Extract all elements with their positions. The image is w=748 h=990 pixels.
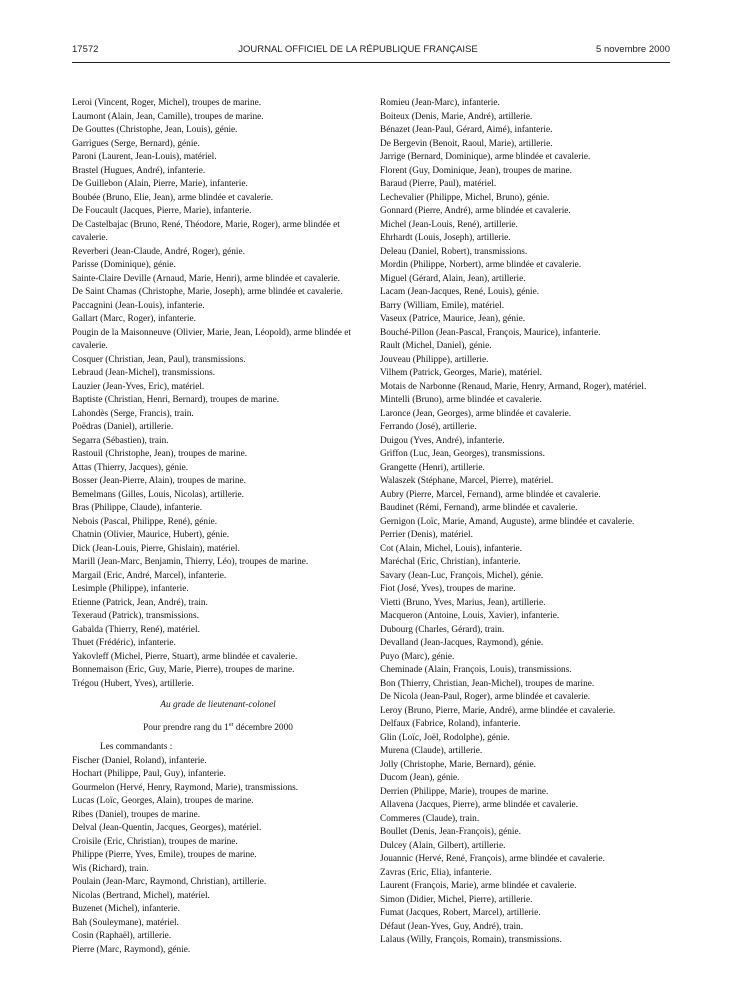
- list-item: Etienne (Patrick, Jean, André), train.: [72, 597, 208, 608]
- list-item: Pougin de la Maisonneuve (Olivier, Marie, Jean, Léopold), arme blindée et cavalerie.: [72, 327, 351, 351]
- list-item: Lahondès (Serge, Francis), train.: [72, 408, 194, 419]
- right-list: [380, 97, 672, 948]
- list-item: Macqueron (Antoine, Louis, Xavier), infanterie.: [380, 611, 560, 621]
- list-item: Baudinet (Rémi, Fernand), arme blindée et cavalerie.: [380, 503, 578, 513]
- list-item: Jouveau (Philippe), artillerie.: [380, 354, 489, 365]
- list-item: Jouannic (Hervé, René, François), arme blindée et cavalerie.: [380, 854, 605, 864]
- list-item: Lauzier (Jean-Yves, Eric), matériel.: [72, 381, 205, 392]
- list-item: Laurent (François, Marie), arme blindée et cavalerie.: [380, 881, 577, 891]
- list-item: Sainte-Claire Deville (Arnaud, Marie, Henri), arme blindée et cavalerie.: [72, 273, 340, 284]
- list-item: Mintelli (Bruno), arme blindée et cavalerie.: [380, 395, 542, 405]
- list-item: Cheminade (Alain, François, Louis), transmissions.: [380, 665, 572, 675]
- list-item: Ribes (Daniel), troupes de marine.: [72, 809, 201, 820]
- subtitle-sup: er: [228, 721, 234, 728]
- list-item: Laumont (Alain, Jean, Camille), troupes de marine.: [72, 111, 264, 122]
- list-item: Laronce (Jean, Georges), arme blindée et cavalerie.: [380, 408, 572, 419]
- list-item: Dubourg (Charles, Gérard), train.: [380, 624, 505, 635]
- list-item: Thuet (Frédéric), infanterie.: [72, 638, 176, 648]
- list-item: De Bergevin (Benoit, Raoul, Marie), artillerie.: [380, 138, 553, 149]
- list-item: Zavras (Eric, Elia), infanterie.: [380, 867, 492, 878]
- list-item: Leroy (Bruno, Pierre, Marie, André), arme blindée et cavalerie.: [380, 705, 616, 716]
- list-item: Lacam (Jean-Jacques, René, Louis), génie.: [380, 287, 540, 297]
- list-item: Bemelmans (Gilles, Louis, Nicolas), artillerie.: [72, 489, 244, 500]
- list-item: Yakovleff (Michel, Pierre, Stuart), arme blindée et cavalerie.: [72, 651, 298, 662]
- list-item: Simon (Didier, Michel, Pierre), artillerie.: [380, 894, 533, 905]
- list-item: Lucas (Loïc, Georges, Alain), troupes de marine.: [72, 796, 254, 807]
- list-item: Motais de Narbonne (Renaud, Marie, Henry, Armand, Roger), matériel.: [380, 381, 647, 392]
- list-item: Gernigon (Loïc, Marie, Amand, Auguste), arme blindée et cavalerie.: [380, 516, 635, 527]
- list-item: De Gouttes (Christophe, Jean, Louis), génie.: [72, 125, 238, 135]
- list-item: Brastel (Hugues, André), infanterie.: [72, 165, 206, 176]
- list-item: Attas (Thierry, Jacques), génie.: [72, 462, 189, 473]
- left-list-after-section: [72, 755, 364, 958]
- list-item: Bonnemaison (Eric, Guy, Marie, Pierre), troupes de marine.: [72, 665, 295, 675]
- list-item: Hochart (Philippe, Paul, Guy), infanterie.: [72, 769, 226, 780]
- left-column: [72, 97, 364, 957]
- list-item: Gabalda (Thierry, René), matériel.: [72, 624, 200, 635]
- list-item: De Foucault (Jacques, Pierre, Marie), infanterie.: [72, 206, 252, 216]
- list-item: Puyo (Marc), génie.: [380, 651, 455, 662]
- list-item: Vietti (Bruno, Yves, Marius, Jean), artillerie.: [380, 597, 546, 608]
- list-item: De Castelbajac (Bruno, René, Théodore, Marie, Roger), arme blindée et cavalerie.: [72, 219, 340, 243]
- list-item: Rault (Michel, Daniel), génie.: [380, 341, 492, 351]
- list-item: Bénazet (Jean-Paul, Gérard, Aimé), infanterie.: [380, 125, 553, 135]
- list-item: Dulcey (Alain, Gilbert), artillerie.: [380, 840, 506, 851]
- list-item: Delval (Jean-Quentin, Jacques, Georges), matériel.: [72, 823, 262, 834]
- list-item: Garrigues (Serge, Bernard), génie.: [72, 138, 200, 149]
- list-item: Wis (Richard), train.: [72, 863, 149, 874]
- list-item: De Nicola (Jean-Paul, Roger), arme blindée et cavalerie.: [380, 692, 591, 702]
- list-item: Croisile (Eric, Christian), troupes de marine.: [72, 836, 238, 847]
- journal-title: JOURNAL OFFICIEL DE LA RÉPUBLIQUE FRANÇAISE: [238, 44, 478, 55]
- list-item: Bah (Souleymane), matériel.: [72, 917, 179, 928]
- list-item: Segarra (Sébastien), train.: [72, 435, 169, 446]
- list-item: Grangette (Henri), artillerie.: [380, 462, 485, 473]
- list-item: Bras (Philippe, Claude), infanterie.: [72, 503, 203, 513]
- page-header: [46, 44, 670, 60]
- list-item: Cot (Alain, Michel, Louis), infanterie.: [380, 543, 522, 554]
- list-item: Florent (Guy, Dominique, Jean), troupes de marine.: [380, 165, 573, 176]
- list-item: Maréchal (Eric, Christian), infanterie.: [380, 557, 521, 567]
- list-item: Poëdras (Daniel), artillerie.: [72, 422, 174, 432]
- list-item: Aubry (Pierre, Marcel, Fernand), arme blindée et cavalerie.: [380, 489, 601, 500]
- list-item: Baraud (Pierre, Paul), matériel.: [380, 179, 497, 189]
- list-item: Perrier (Denis), matériel.: [380, 530, 473, 540]
- page-number: 17572: [72, 44, 99, 55]
- list-item: Rastouil (Christophe, Jean), troupes de marine.: [72, 449, 248, 459]
- list-item: Walaszek (Stéphane, Marcel, Pierre), matériel.: [380, 476, 554, 486]
- list-item: Ducom (Jean), génie.: [380, 773, 460, 783]
- publication-date: 5 novembre 2000: [596, 44, 670, 55]
- list-item: Bon (Thierry, Christian, Jean-Michel), troupes de marine.: [380, 678, 595, 689]
- list-item: De Guillebon (Alain, Pierre, Marie), infanterie.: [72, 179, 248, 189]
- list-item: Cosquer (Christian, Jean, Paul), transmissions.: [72, 354, 246, 365]
- list-item: Pierre (Marc, Raymond), génie.: [72, 944, 191, 955]
- list-item: Vaseux (Patrice, Maurice, Jean), génie.: [380, 314, 526, 324]
- list-item: Commeres (Claude), train.: [380, 813, 480, 824]
- section-subtitle: [72, 719, 364, 736]
- list-item: Glin (Loïc, Joël, Rodolphe), génie.: [380, 732, 510, 743]
- list-item: Gallart (Marc, Roger), infanterie.: [72, 314, 196, 324]
- right-column: [380, 97, 672, 948]
- list-item: Romieu (Jean-Marc), infanterie.: [380, 98, 500, 108]
- list-item: Poulain (Jean-Marc, Raymond, Christian), artillerie.: [72, 877, 267, 888]
- list-item: Fischer (Daniel, Roland), infanterie.: [72, 755, 207, 766]
- section-title: Au grade de lieutenant-colonel: [160, 700, 276, 710]
- list-item: Margail (Eric, André, Marcel), infanterie.: [72, 570, 227, 581]
- list-item: Cosin (Raphaël), artillerie.: [72, 931, 172, 942]
- list-item: Gonnard (Pierre, André), arme blindée et cavalerie.: [380, 206, 571, 216]
- list-item: Chatnin (Olivier, Maurice, Hubert), génie.: [72, 530, 230, 540]
- list-item: Griffon (Luc, Jean, Georges), transmissions.: [380, 449, 545, 459]
- list-item: Savary (Jean-Luc, François, Michel), génie.: [380, 570, 544, 581]
- list-item: Lalaus (Willy, François, Romain), transmissions.: [380, 935, 562, 945]
- list-item: Barry (William, Emile), matériel.: [380, 300, 505, 311]
- list-item: Marill (Jean-Marc, Benjamin, Thierry, Léo), troupes de marine.: [72, 557, 309, 567]
- section-label: Les commandants :: [100, 742, 173, 753]
- list-item: Ehrhardt (Louis, Joseph), artillerie.: [380, 233, 511, 243]
- list-item: Lechevalier (Philippe, Michel, Bruno), génie.: [380, 192, 550, 203]
- list-item: Nebois (Pascal, Philippe, René), génie.: [72, 516, 218, 527]
- list-item: Reverberi (Jean-Claude, André, Roger), génie.: [72, 246, 245, 257]
- list-item: Derrien (Philippe, Marie), troupes de marine.: [380, 786, 549, 797]
- list-item: Vilhem (Patrick, Georges, Marie), matériel.: [380, 368, 542, 378]
- list-item: Jarrige (Bernard, Dominique), arme blindée et cavalerie.: [380, 152, 591, 162]
- list-item: Devalland (Jean-Jacques, Raymond), génie.: [380, 638, 544, 648]
- left-list-before-section: [72, 97, 364, 691]
- list-item: Baptiste (Christian, Henri, Bernard), troupes de marine.: [72, 395, 280, 405]
- list-item: Parisse (Dominique), génie.: [72, 260, 176, 270]
- list-item: Boullet (Denis, Jean-François), génie.: [380, 827, 521, 837]
- list-item: Gourmelon (Hervé, Henry, Raymond, Marie), transmissions.: [72, 782, 299, 793]
- list-item: Bosser (Jean-Pierre, Alain), troupes de marine.: [72, 476, 247, 486]
- list-item: Miguel (Gérard, Alain, Jean), artillerie.: [380, 273, 526, 284]
- list-item: Défaut (Jean-Yves, Guy, André), train.: [380, 921, 524, 932]
- list-item: Texeraud (Patrick), transmissions.: [72, 611, 199, 621]
- list-item: Boiteux (Denis, Marie, André), artillerie.: [380, 111, 533, 122]
- list-item: Delfaux (Fabrice, Roland), infanterie.: [380, 719, 521, 729]
- list-item: Paccagnini (Jean-Louis), infanterie.: [72, 300, 205, 311]
- list-item: Boubée (Bruno, Elie, Jean), arme blindée et cavalerie.: [72, 192, 274, 203]
- list-item: Bouché-Pillon (Jean-Pascal, François, Maurice), infanterie.: [380, 327, 601, 338]
- subtitle-post: décembre 2000: [233, 722, 293, 733]
- list-item: Leroi (Vincent, Roger, Michel), troupes de marine.: [72, 98, 262, 108]
- list-item: Fiot (José, Yves), troupes de marine.: [380, 584, 516, 594]
- list-item: Duigou (Yves, André), infanterie.: [380, 435, 505, 446]
- list-item: Buzenet (Michel), infanterie.: [72, 904, 180, 915]
- list-item: Lesimple (Philippe), infanterie.: [72, 584, 189, 594]
- list-item: Dick (Jean-Louis, Pierre, Ghislain), matériel.: [72, 543, 240, 554]
- list-item: Murena (Claude), artillerie.: [380, 746, 483, 756]
- list-item: Lebraud (Jean-Michel), transmissions.: [72, 368, 216, 378]
- list-item: Fumat (Jacques, Robert, Marcel), artillerie.: [380, 908, 541, 918]
- list-item: Mordin (Philippe, Norbert), arme blindée et cavalerie.: [380, 260, 582, 270]
- list-item: Allavena (Jacques, Pierre), arme blindée et cavalerie.: [380, 800, 578, 810]
- list-item: De Saint Chamas (Christophe, Marie, Joseph), arme blindée et cavalerie.: [72, 287, 343, 297]
- list-item: Michel (Jean-Louis, René), artillerie.: [380, 219, 518, 230]
- subtitle-pre: Pour prendre rang du 1: [143, 722, 229, 733]
- list-item: Ferrando (José), artillerie.: [380, 422, 477, 432]
- list-item: Jolly (Christophe, Marie, Bernard), génie.: [380, 759, 536, 770]
- list-item: Nicolas (Bertrand, Michel), matériel.: [72, 890, 210, 901]
- list-item: Trégou (Hubert, Yves), artillerie.: [72, 678, 194, 689]
- list-item: Deleau (Daniel, Robert), transmissions.: [380, 246, 528, 257]
- header-rule: [72, 62, 670, 63]
- list-item: Paroni (Laurent, Jean-Louis), matériel.: [72, 152, 217, 162]
- list-item: Philippe (Pierre, Yves, Emile), troupes de marine.: [72, 850, 257, 861]
